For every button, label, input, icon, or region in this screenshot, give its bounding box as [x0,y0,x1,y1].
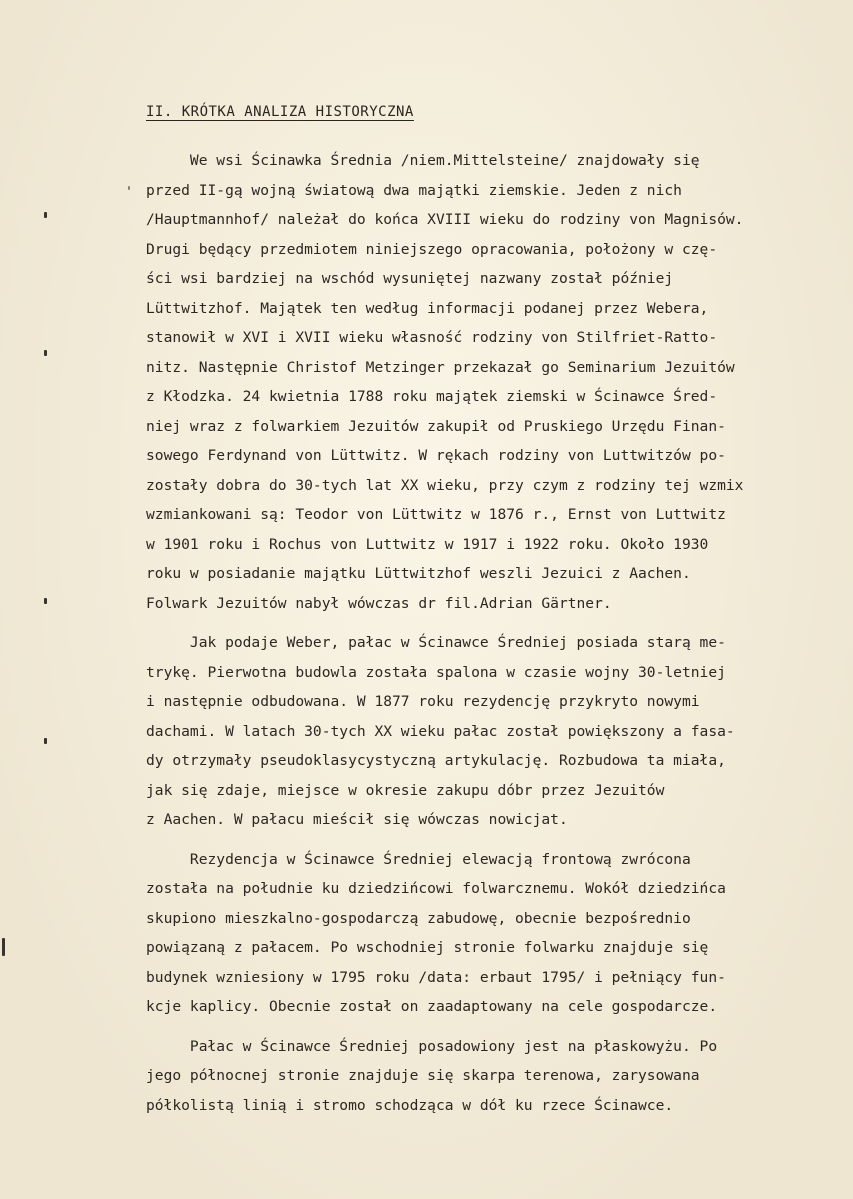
text-line: stanowił w XVI i XVII wieku własność rodziny von Stilfriet-Ratto- [146,329,718,346]
margin-mark [128,186,130,190]
text-line: trykę. Pierwotna budowla została spalona w czasie wojny 30-letniej [146,663,726,681]
text-line: Rezydencja w Ścinawce Średniej elewacją frontową zwrócona [146,850,691,868]
margin-mark [44,738,47,744]
body-text [146,146,846,1120]
text-line: niej wraz z folwarkiem Jezuitów zakupił od Pruskiego Urzędu Finan- [146,417,726,435]
margin-mark [44,350,47,356]
text-line: skupiono mieszkalno-gospodarczą zabudowę, obecnie bezpośrednio [146,909,691,927]
text-line: jak się zdaje, miejsce w okresie zakupu dóbr przez Jezuitów [146,781,665,799]
text-line: Lüttwitzhof. Majątek ten według informacji podanej przez Webera, [146,299,709,317]
text-line: półkolistą linią i stromo schodząca w dół ku rzece Ścinawce. [146,1096,674,1114]
section-heading: II. KRÓTKA ANALIZA HISTORYCZNA [146,104,414,120]
text-line: dy otrzymały pseudoklasycystyczną artykulację. Rozbudowa ta miała, [146,752,726,769]
text-line: Jak podaje Weber, pałac w Ścinawce Średniej posiada starą me- [146,634,726,651]
text-line: z Aachen. W pałacu mieścił się wówczas nowicjat. [146,811,568,828]
paragraph-2 [146,628,846,835]
margin-mark [44,598,47,604]
text-line: dachami. W latach 30-tych XX wieku pałac został powiększony a fasa- [146,722,735,740]
text-line: została na południe ku dziedzińcowi folwarcznemu. Wokół dziedzińca [146,880,726,897]
margin-mark [44,212,47,218]
text-line: Pałac w Ścinawce Średniej posadowiony jest na płaskowyżu. Po [146,1037,718,1055]
text-line: ści wsi bardziej na wschód wysuniętej nazwany został później [146,270,674,287]
paragraph-4 [146,1032,846,1121]
text-line: roku w posiadanie majątku Lüttwitzhof weszli Jezuici z Aachen. [146,565,691,582]
text-line: Folwark Jezuitów nabył wówczas dr fil.Adrian Gärtner. [146,594,612,612]
text-line: jego północnej stronie znajduje się skarpa terenowa, zarysowana [146,1067,700,1084]
text-line: /Hauptmannhof/ należał do końca XVIII wieku do rodziny von Magnisów. [146,211,744,228]
margin-mark [2,938,5,956]
paragraph-1 [146,146,846,618]
text-line: z Kłodzka. 24 kwietnia 1788 roku majątek ziemski w Ścinawce Śred- [146,388,718,405]
text-line: i następnie odbudowana. W 1877 roku rezydencję przykryto nowymi [146,693,700,710]
text-line: We wsi Ścinawka Średnia /niem.Mittelsteine/ znajdowały się [146,152,700,169]
text-line: przed II-gą wojną światową dwa majątki ziemskie. Jeden z nich [146,181,682,199]
text-line: nitz. Następnie Christof Metzinger przekazał go Seminarium Jezuitów [146,358,735,376]
text-line: w 1901 roku i Rochus von Luttwitz w 1917 i 1922 roku. Około 1930 [146,535,709,553]
text-line: sowego Ferdynand von Lüttwitz. W rękach rodziny von Luttwitzów po- [146,447,726,464]
text-line: Drugi będący przedmiotem niniejszego opracowania, położony w czę- [146,240,718,258]
text-line: zostały dobra do 30-tych lat XX wieku, przy czym z rodziny tej wzmix [146,476,744,494]
text-line: kcje kaplicy. Obecnie został on zaadaptowany na cele gospodarcze. [146,998,718,1015]
text-line: wzmiankowani są: Teodor von Lüttwitz w 1876 r., Ernst von Luttwitz [146,506,726,523]
text-line: budynek wzniesiony w 1795 roku /data: erbaut 1795/ i pełniący fun- [146,968,726,986]
paragraph-3 [146,845,846,1022]
text-line: powiązaną z pałacem. Po wschodniej stronie folwarku znajduje się [146,939,709,956]
